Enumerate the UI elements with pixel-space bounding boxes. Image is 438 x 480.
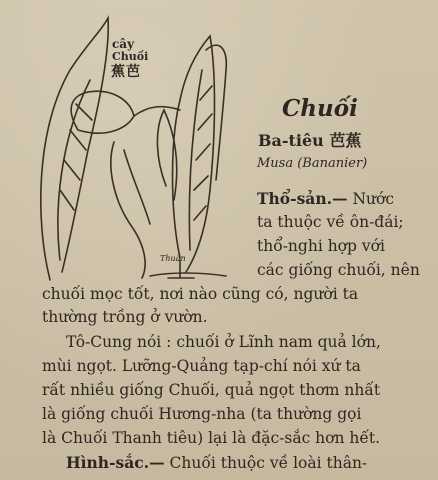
illustration-caption-cay: cây [112, 37, 135, 51]
body-line-12-heading: Hình-sắc.— [66, 453, 165, 472]
hanging-bunch-2 [124, 150, 150, 224]
leaf-center [157, 110, 176, 200]
flower-stalk [134, 107, 180, 116]
body-line-3: thổ-nghi hợp với [257, 237, 385, 255]
leaf-right-outer [173, 36, 215, 272]
scientific-name: Musa (Bananier) [257, 156, 368, 171]
leaf-left-outer [41, 18, 108, 280]
illustration-caption-chuoi: Chuối [112, 50, 149, 63]
article-title: Chuối [282, 95, 358, 122]
flower-bract [71, 91, 134, 133]
illustration-caption-han: 蕉芭 [111, 64, 141, 80]
body-line-12: Hình-sắc.— Chuối thuộc về loài thân- [66, 453, 368, 472]
artist-signature: Thuần [160, 254, 186, 263]
body-line-1-heading: Thổ-sản.— [257, 189, 348, 208]
body-line-9: rất nhiều giống Chuối, quả ngọt thơm nhất [42, 381, 381, 399]
ground-line [150, 273, 226, 276]
body-line-5: chuối mọc tốt, nơi nào cũng có, người ta [42, 285, 359, 303]
leaf-left-inner [58, 80, 90, 260]
body-line-6: thường trồng ở vườn. [42, 308, 208, 326]
body-line-4: các giống chuối, nên [257, 261, 420, 279]
body-line-1: Thổ-sản.— Nước [257, 189, 395, 208]
body-line-2: ta thuộc về ôn-đái; [257, 213, 404, 231]
leaf-far-right [206, 45, 226, 180]
article-subtitle: Ba-tiêu 芭蕉 [258, 131, 362, 150]
body-line-8: mùi ngọt. Lưỡng-Quảng tạp-chí nói xứ ta [42, 357, 361, 375]
body-line-11: là Chuối Thanh tiêu) lại là đặc-sắc hơn hết. [42, 429, 381, 447]
body-line-10: là giống chuối Hương-nha (ta thường gọi [42, 405, 362, 423]
body-line-7: Tô-Cung nói : chuối ở Lĩnh nam quả lớn, [66, 333, 381, 351]
